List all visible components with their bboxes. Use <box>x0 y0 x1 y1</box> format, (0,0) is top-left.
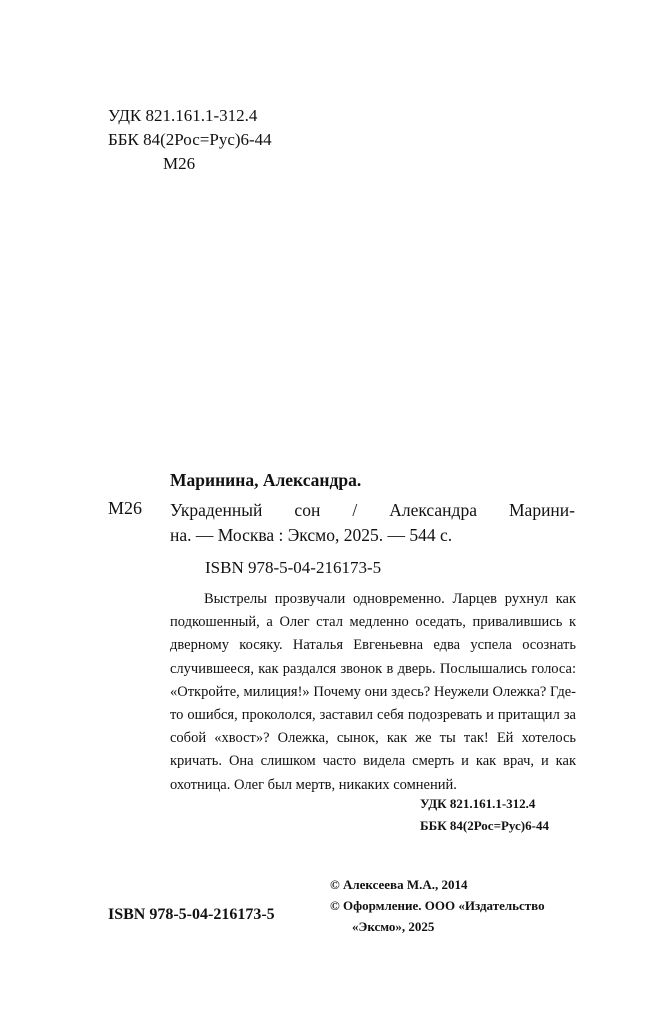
bibliographic-description <box>170 498 575 548</box>
annotation-text: Выстрелы прозвучали одновременно. Ларцев рухнул как подкошенный, а Олег стал медленно оседать, привалившись к дверному косяку. Наталья Евгеньевна едва успела осознать случившееся, как раздался звонок в дверь. Послышались голоса: «Откройте, милиция!» Почему они здесь? Неужели Олежка? Где-то ошибся, прокололся, заставил себя подозревать и притащил за собой «хвост»? Олежка, сынок, как же ты так! Ей хотелось кричать. Она слишком часто видела смерть и как врач, и как охотница. Олег был мертв, никаких сомнений. <box>170 591 576 793</box>
author-mark-side: М26 <box>108 498 143 518</box>
author-heading: Маринина, Александра. <box>170 470 362 490</box>
bbk-code-small: ББК 84(2Рос=Рус)6-44 <box>420 818 549 833</box>
copyright-author: © Алексеева М.А., 2014 <box>330 877 468 892</box>
biblio-line-2: на. — Москва : Эксмо, 2025. — 544 с. <box>170 525 453 545</box>
classification-codes <box>108 104 272 176</box>
udk-code: УДК 821.161.1-312.4 <box>108 106 258 125</box>
copyright-design: © Оформление. ООО «Издательство <box>330 898 545 913</box>
classification-codes-small <box>420 793 549 837</box>
copyright-design-cont: «Эксмо», 2025 <box>352 919 435 934</box>
annotation <box>170 588 576 797</box>
biblio-line-1: Украденный сон / Александра Марини- <box>170 500 575 520</box>
author-mark: М26 <box>163 154 196 173</box>
bbk-code: ББК 84(2Рос=Рус)6-44 <box>108 130 272 149</box>
isbn-card: ISBN 978-5-04-216173-5 <box>205 558 382 577</box>
isbn-bottom: ISBN 978-5-04-216173-5 <box>108 906 275 923</box>
udk-code-small: УДК 821.161.1-312.4 <box>420 796 536 811</box>
copyright-block <box>330 874 585 937</box>
